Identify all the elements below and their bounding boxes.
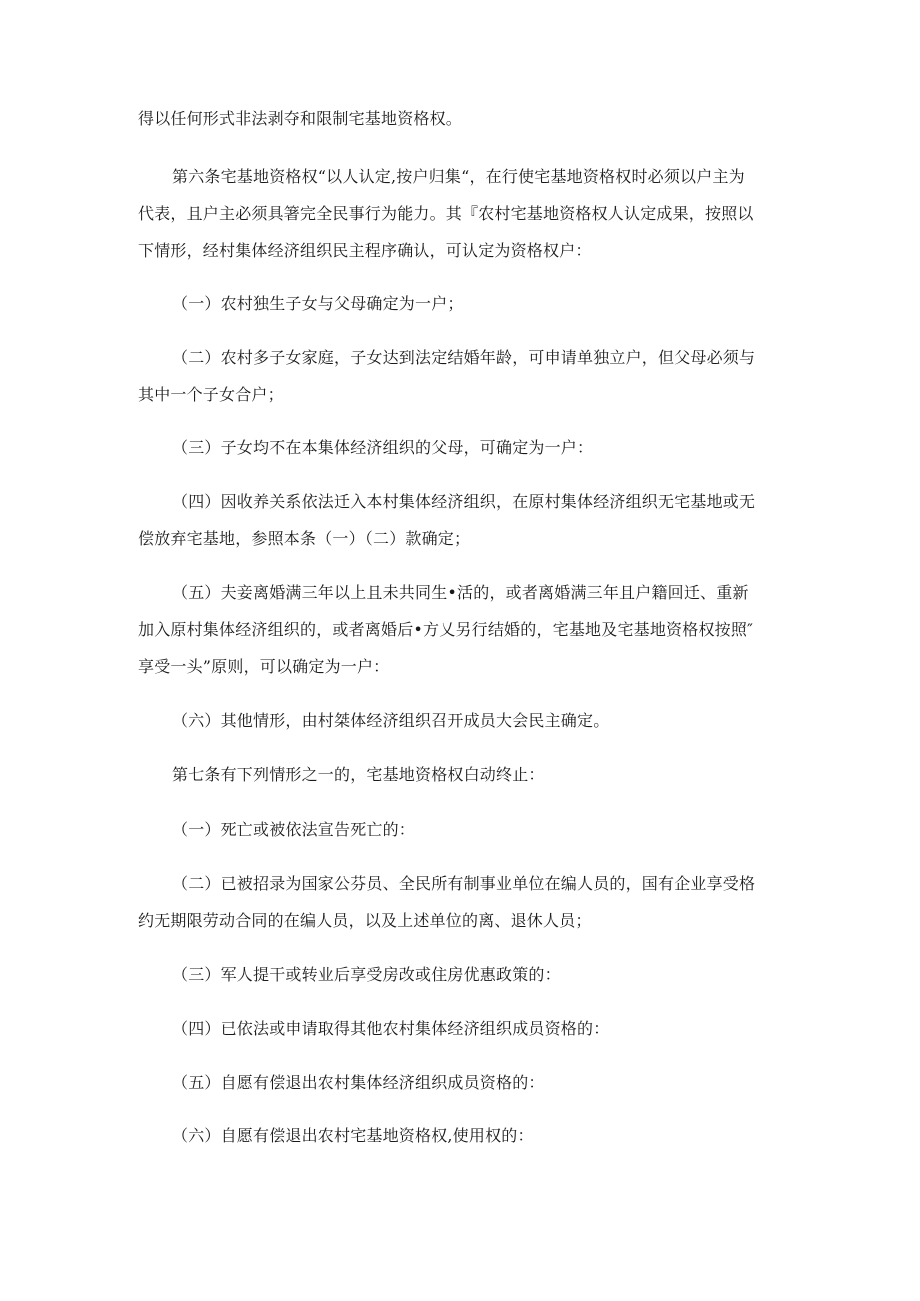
text-line: （六）其他情形，由村桀体经济组织召开成员大会民主确定。: [172, 711, 610, 730]
text-line: 第六条宅基地资格权“以人认定,按户归集“，在行使宅基地资格权时必须以户主为: [172, 167, 745, 186]
text-line: 偿放弃宅基地，参照本条（一）（二）款确定；: [138, 529, 471, 548]
text-line: （二）农村多子女家庭，子女达到法定结婚年龄，可申请单独立户，但父母必须与: [172, 348, 756, 367]
text-line: （一）死亡或被依法宣告死亡的：: [172, 820, 416, 839]
text-line: 得以任何形式非法剥夺和限制宅基地资格权。: [138, 109, 463, 128]
text-line: （一）农村独生子女与父母确定为一户；: [172, 294, 464, 313]
text-line: 其中一个子女合户；: [138, 385, 284, 404]
text-line: （六）自愿有偿退出农村宅基地资格权,使用权的：: [172, 1126, 534, 1145]
text-line: 享受一头”原则，可以确定为一户：: [138, 657, 390, 676]
text-line: （二）已被招录为国家公芬员、全民所有制事业单位在编人员的，国有企业享受格: [172, 874, 756, 893]
text-line: （三）军人提干或转业后享受房改或住房优惠政策的：: [172, 965, 561, 984]
text-line: 第七条有下列情形之一的，宅基地资格权白动终止：: [172, 765, 545, 784]
text-line: 代表，且户主必须具箸完全民事行为能力。其『农村宅基地资格权人认定成果，按照以: [138, 204, 754, 223]
text-line: 加入原村集体经济组织的，或者离婚后•方乂另行结婚的，宅基地及宅基地资格权按照″: [138, 620, 754, 639]
text-line: （五）夫妾离婚满三年以上且未共同生•活的，或者离婚满三年且户籍回迁、重新: [172, 583, 749, 602]
text-line: 约无期限劳动合同的在编人员，以及上述单位的离、退休人员；: [138, 911, 592, 930]
text-line: 下情形，经村集体经济组织民主程序确认，可认定为资格权户：: [138, 241, 592, 260]
text-line: （三）子女均不在本集体经济组织的父母，可确定为一户：: [172, 438, 594, 457]
text-line: （四）因收养关系依法迁入本村集体经济组织，在原村集体经济组织无宅基地或无: [172, 492, 756, 511]
text-line: （五）自愿有偿退出农村集体经济组织成员资格的：: [172, 1073, 545, 1092]
text-line: （四）已依法或申请取得其他农村集体经济组织成员资格的：: [172, 1019, 610, 1038]
